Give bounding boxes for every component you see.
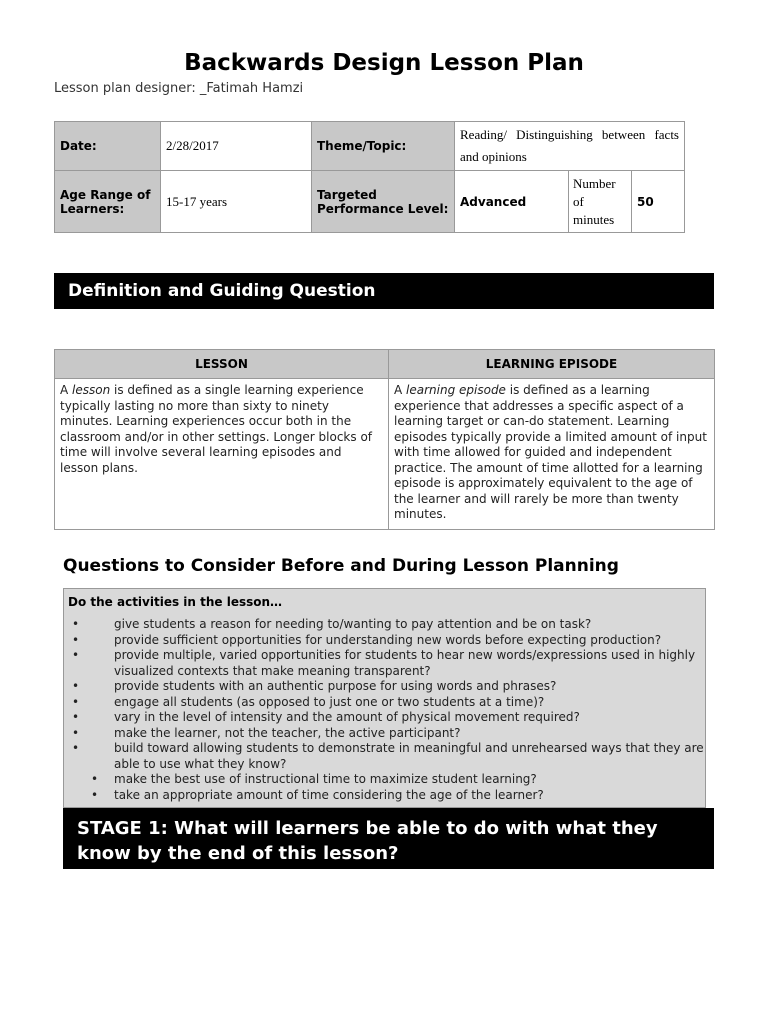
bullet-icon: •	[72, 617, 80, 631]
list-item: • build toward allowing students to demonstrate in meaningful and unrehearsed ways that they are able to use what they know?	[72, 741, 704, 771]
minutes-label: Number of minutes	[569, 171, 632, 233]
designer-line: Lesson plan designer: _Fatimah Hamzi	[54, 81, 304, 96]
list-item: • provide students with an authentic purpose for using words and phrases?	[72, 679, 557, 693]
bullet-icon: •	[91, 772, 99, 786]
level-label: Targeted Performance Level:	[312, 171, 455, 233]
page-title: Backwards Design Lesson Plan	[184, 50, 584, 76]
lesson-column-header: LESSON	[55, 350, 389, 379]
bullet-icon: •	[72, 694, 80, 709]
bullet-icon: •	[72, 710, 80, 724]
age-value: 15-17 years	[161, 171, 312, 233]
stage1-header: STAGE 1: What will learners be able to do with what they know by the end of this lesson?	[63, 808, 714, 869]
section-header-definition: Definition and Guiding Question	[54, 273, 714, 309]
list-item: • take an appropriate amount of time considering the age of the learner?	[91, 787, 544, 802]
episode-definition: A learning episode is defined as a learning experience that addresses a specific aspect of a learning target or can-do statement. Learning episodes typically provide a limited amount of input with time allowed for guided and independent practice. The amount of time allotted for a learning episode is approximately equivalent to the age of the learner and will rarely be more than twenty minutes.	[389, 379, 715, 530]
date-value: 2/28/2017	[161, 122, 312, 171]
bullet-icon: •	[72, 679, 80, 693]
bullet-icon: •	[72, 725, 80, 740]
minutes-value: 50	[632, 171, 685, 233]
list-item: • vary in the level of intensity and the amount of physical movement required?	[72, 710, 580, 724]
bullet-icon: •	[72, 648, 80, 662]
bullet-icon: •	[91, 787, 99, 802]
questions-intro: Do the activities in the lesson…	[68, 595, 283, 609]
theme-value: Reading/ Distinguishing between facts and opinions	[455, 122, 685, 171]
list-item: • give students a reason for needing to/wanting to pay attention and be on task?	[72, 617, 592, 631]
questions-box	[63, 588, 706, 808]
date-label: Date:	[55, 122, 161, 171]
lesson-definition: A lesson is defined as a single learning experience typically lasting no more than sixty to ninety minutes. Learning experiences occur both in the classroom and/or in other settings. Longer blocks of time will involve several learning episodes and lesson plans.	[55, 379, 389, 530]
questions-heading: Questions to Consider Before and During Lesson Planning	[63, 556, 619, 576]
bullet-icon: •	[72, 741, 80, 755]
questions-list	[64, 617, 704, 803]
bullet-icon: •	[72, 632, 80, 647]
list-item: • make the learner, not the teacher, the active participant?	[72, 725, 461, 740]
list-item: • engage all students (as opposed to just one or two students at a time)?	[72, 694, 545, 709]
theme-label: Theme/Topic:	[312, 122, 455, 171]
lesson-info-table	[54, 121, 685, 233]
episode-column-header: LEARNING EPISODE	[389, 350, 715, 379]
level-value: Advanced	[455, 171, 569, 233]
definitions-table	[54, 349, 715, 530]
age-label: Age Range of Learners:	[55, 171, 161, 233]
list-item: • provide sufficient opportunities for understanding new words before expecting production?	[72, 632, 662, 647]
list-item: • make the best use of instructional time to maximize student learning?	[91, 772, 537, 786]
list-item: • provide multiple, varied opportunities for students to hear new words/expressions used in highly visualized contexts that make meaning transparent?	[72, 648, 696, 678]
